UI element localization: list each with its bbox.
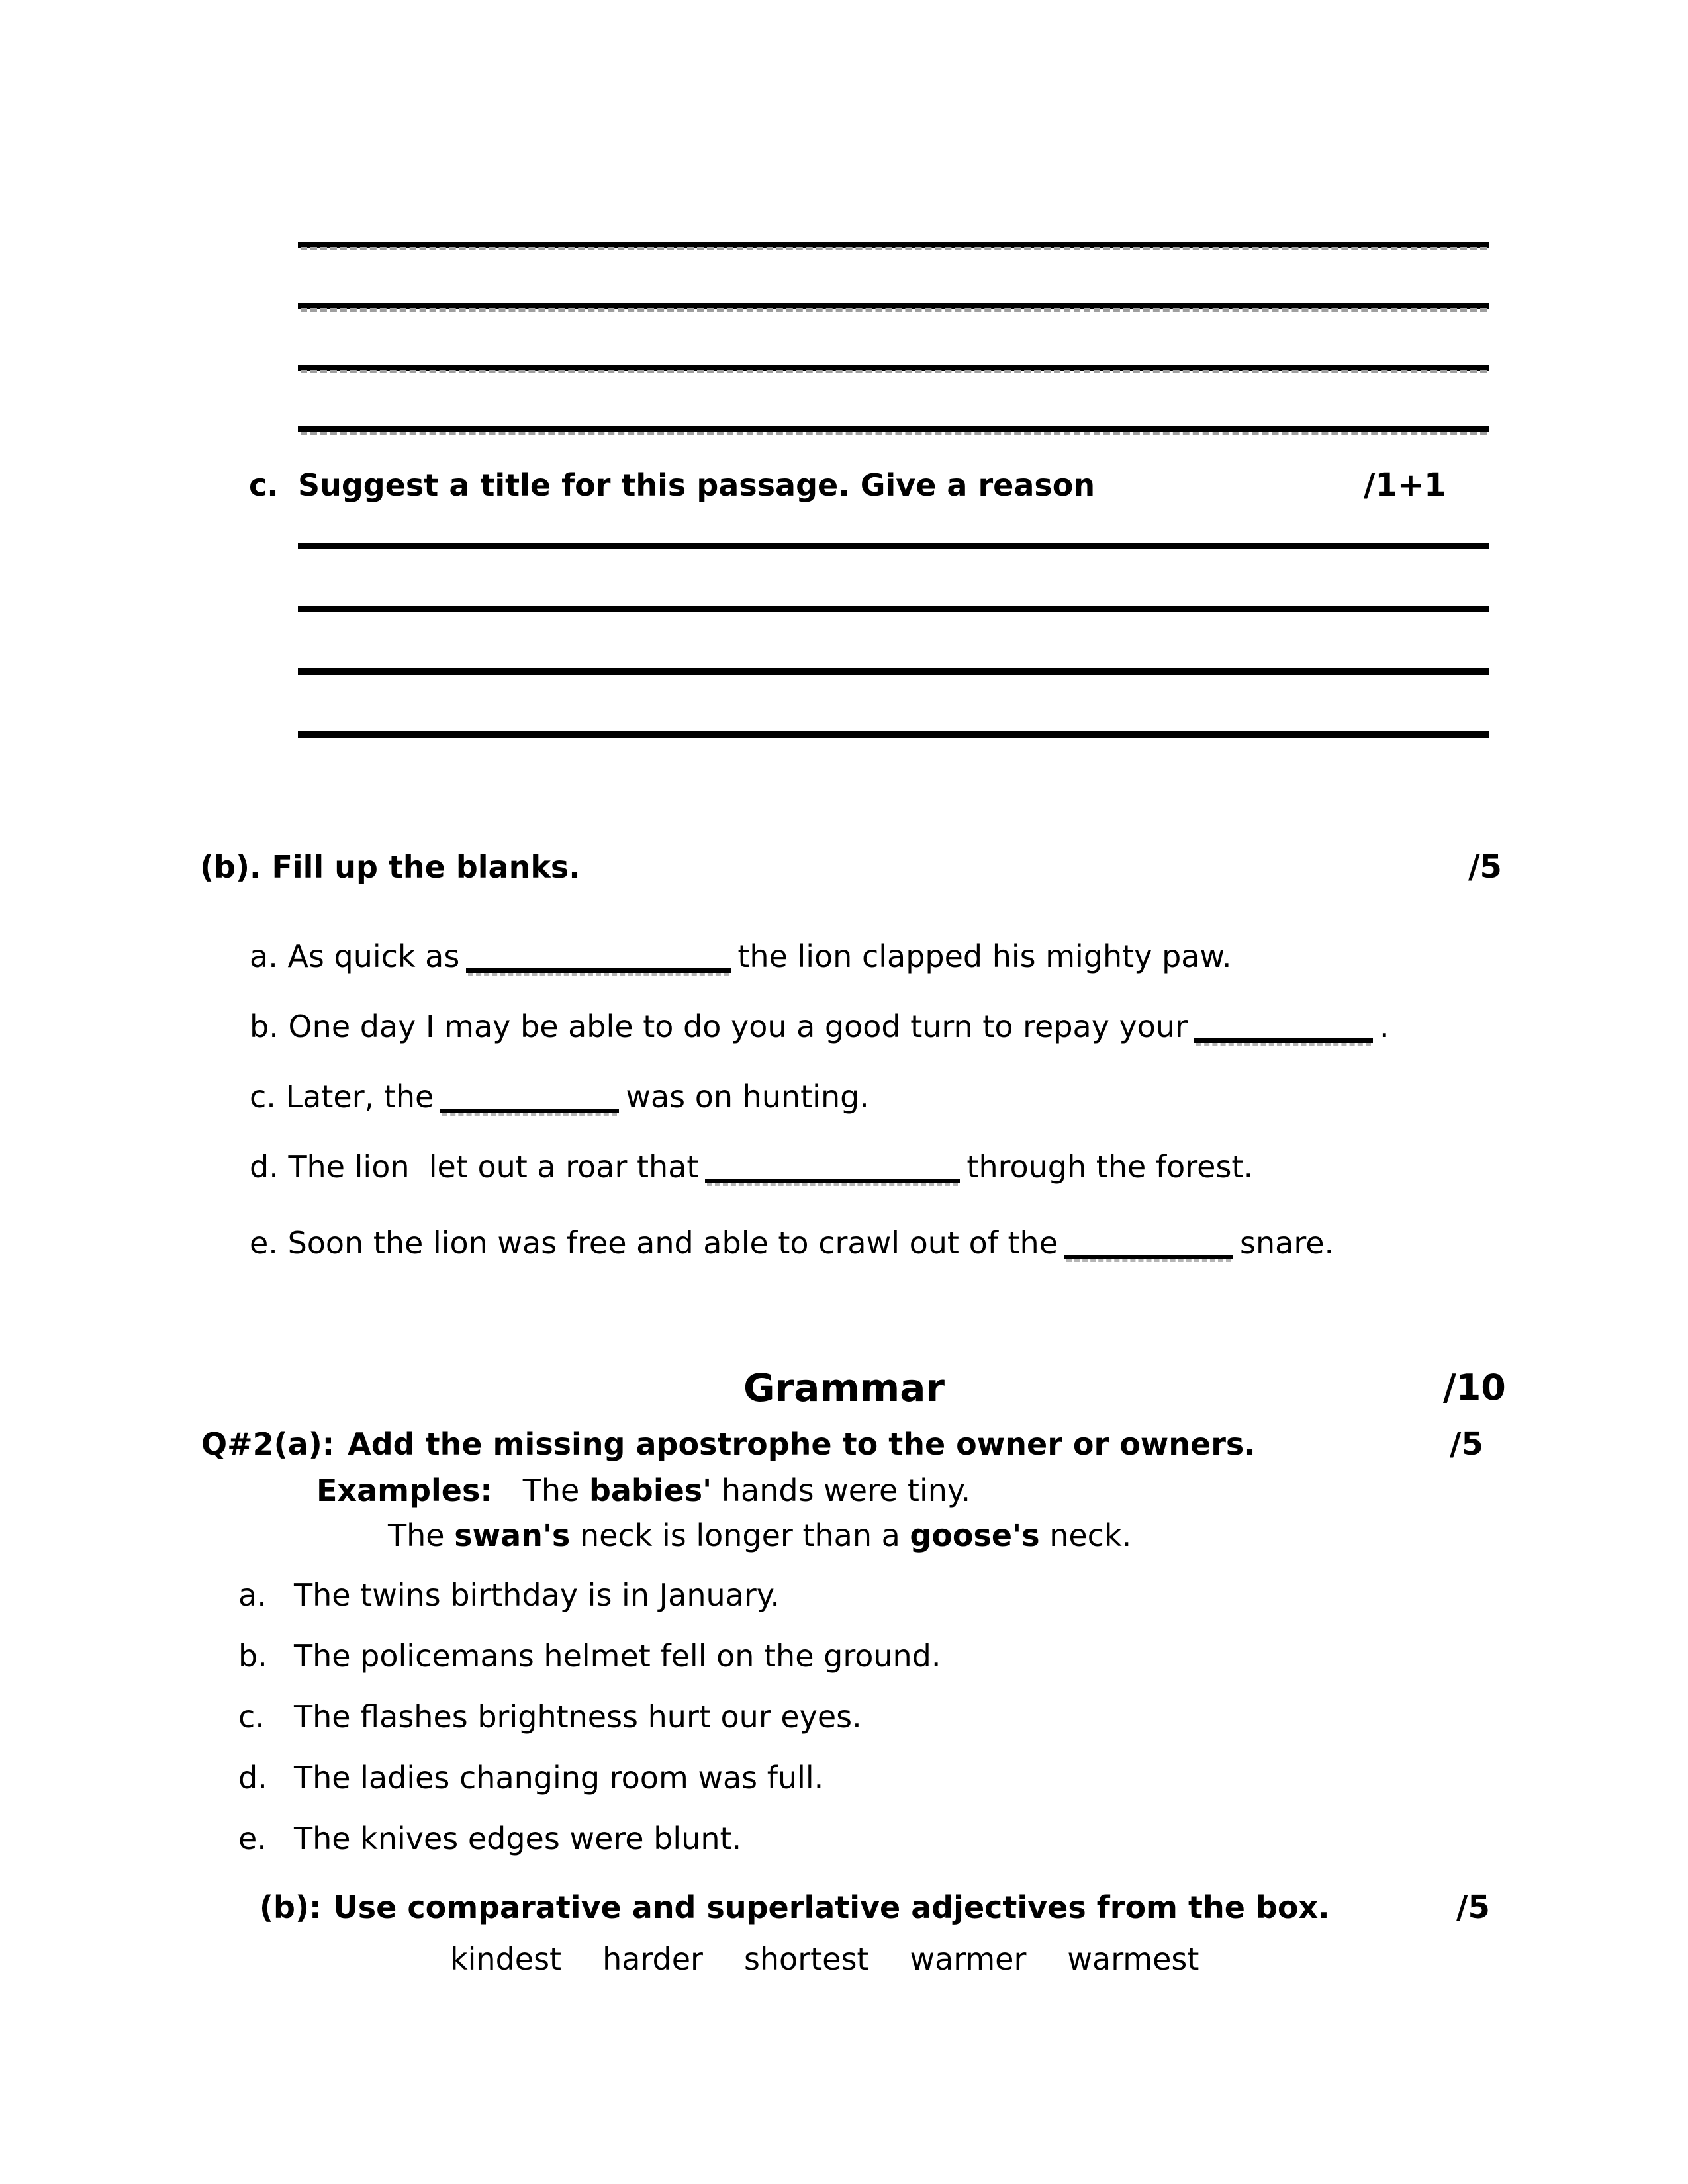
fill-item-letter: e. xyxy=(250,1225,278,1261)
example2-post: neck. xyxy=(1039,1518,1132,1553)
blank-line xyxy=(705,1150,960,1183)
question-c-marks: /1+1 xyxy=(1364,467,1446,504)
grammar-title-row xyxy=(0,1365,1688,1411)
fill-item-letter: b. xyxy=(250,1009,279,1044)
fill-blanks-marks: /5 xyxy=(1468,848,1502,886)
answer-line xyxy=(298,365,1489,371)
grammar-item-letter: d. xyxy=(238,1760,267,1796)
fill-item-text-after: . xyxy=(1379,1009,1389,1044)
answer-line xyxy=(298,242,1489,248)
fill-item-letter: c. xyxy=(250,1079,276,1115)
grammar-item-letter: e. xyxy=(238,1821,267,1856)
answer-line xyxy=(298,606,1489,612)
fill-item-text-before: Later, the xyxy=(285,1079,434,1115)
fill-item-text-before: The lion let out a roar that xyxy=(288,1149,699,1185)
fill-item-text-after: the lion clapped his mighty paw. xyxy=(737,938,1232,974)
word-bank-word: warmer xyxy=(910,1941,1027,1977)
grammar-item-text: The twins birthday is in January. xyxy=(294,1577,780,1613)
fill-item-text-before: One day I may be able to do you a good turn to repay your xyxy=(288,1009,1188,1044)
example2-pre: The xyxy=(388,1518,455,1553)
example2-bold2: goose's xyxy=(910,1518,1040,1553)
question-c-letter: c. xyxy=(249,467,279,503)
answer-line xyxy=(298,668,1489,675)
grammar-item-text: The knives edges were blunt. xyxy=(294,1821,742,1856)
word-bank-word: shortest xyxy=(743,1941,869,1977)
example1-bold: babies' xyxy=(588,1473,712,1508)
grammar-item-letter: b. xyxy=(238,1638,267,1674)
fill-item-text-after: through the forest. xyxy=(966,1149,1254,1185)
grammar-item-text: The policemans helmet fell on the ground. xyxy=(294,1638,941,1674)
question-c-text: Suggest a title for this passage. Give a reason xyxy=(298,467,1096,503)
word-bank-word: warmest xyxy=(1067,1941,1199,1977)
fill-item-text-before: As quick as xyxy=(287,938,460,974)
blank-line xyxy=(1064,1226,1233,1259)
fill-item-text-after: snare. xyxy=(1240,1225,1335,1261)
grammar-item-letter: c. xyxy=(238,1699,265,1735)
q2a-text: Add the missing apostrophe to the owner or owners. xyxy=(348,1426,1256,1462)
q2a-label: Q#2(a): xyxy=(201,1426,335,1462)
blank-line xyxy=(440,1079,619,1113)
grammar-section-title: Grammar xyxy=(743,1365,945,1410)
fill-item-text-after: was on hunting. xyxy=(626,1079,869,1115)
grammar-section-marks: /10 xyxy=(1443,1367,1506,1408)
word-bank-word: harder xyxy=(602,1941,703,1977)
example1-post: hands were tiny. xyxy=(712,1473,971,1508)
example2-bold1: swan's xyxy=(454,1518,571,1553)
q2b-label: (b): xyxy=(259,1889,322,1925)
word-bank-word: kindest xyxy=(450,1941,562,1977)
answer-line xyxy=(298,303,1489,309)
fill-blanks-heading: (b). Fill up the blanks. xyxy=(200,849,581,885)
examples-label: Examples: xyxy=(316,1473,492,1508)
blank-line xyxy=(466,939,731,973)
answer-line xyxy=(298,543,1489,549)
answer-line xyxy=(298,731,1489,738)
answer-line xyxy=(298,426,1489,432)
example2-mid: neck is longer than a xyxy=(570,1518,910,1553)
example1-pre: The xyxy=(522,1473,589,1508)
grammar-item-text: The ladies changing room was full. xyxy=(294,1760,824,1796)
fill-item-letter: a. xyxy=(250,938,278,974)
fill-item-letter: d. xyxy=(250,1149,279,1185)
q2a-marks: /5 xyxy=(1450,1426,1483,1463)
q2b-text: Use comparative and superlative adjectives from the box. xyxy=(333,1889,1330,1925)
blank-line xyxy=(1194,1009,1373,1043)
grammar-item-letter: a. xyxy=(238,1577,267,1613)
q2b-marks: /5 xyxy=(1456,1889,1490,1926)
grammar-item-text: The flashes brightness hurt our eyes. xyxy=(294,1699,862,1735)
fill-item-text-before: Soon the lion was free and able to crawl out of the xyxy=(287,1225,1058,1261)
